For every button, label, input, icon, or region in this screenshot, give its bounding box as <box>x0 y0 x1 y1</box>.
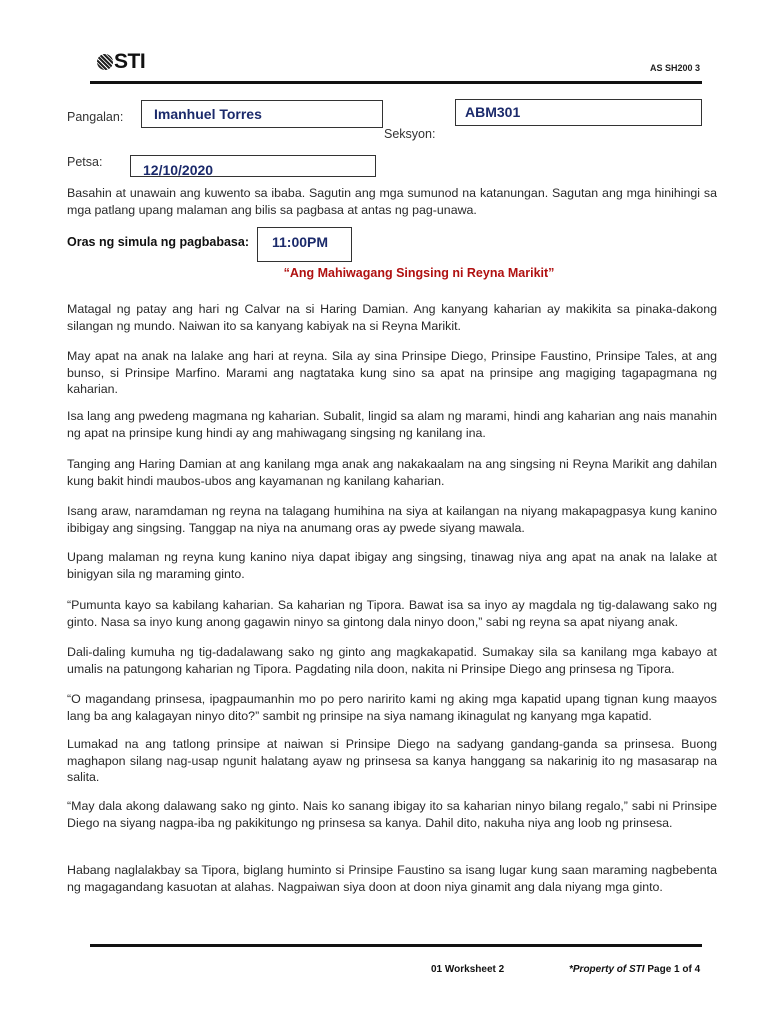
date-field[interactable]: 12/10/2020 <box>130 155 376 177</box>
paragraph: Matagal ng patay ang hari ng Calvar na si Haring Damian. Ang kanyang kaharian ay makikita sa pinaka-dakong silangan ng mundo. Naiwan ito sa kanyang kabiyak na si Reyna Marikit. <box>67 302 717 333</box>
paragraph: Dali-daling kumuha ng tig-dadalawang sako ng ginto ang magkakapatid. Sumakay sila sa kanilang mga kabayo at umalis na patungong kaharian ng Tipora. Pagdating nila doon, nakita ni Prinsipe Diego ang prinsesa ng Tipora. <box>67 645 717 676</box>
paragraph: Tanging ang Haring Damian at ang kanilang mga anak ang nakakaalam na ang singsing ni Reyna Marikit ang dahilan kung bakit hindi maubos-ubos ang kayamanan ng kanilang kaharian. <box>67 457 717 488</box>
paragraph: Habang naglalakbay sa Tipora, biglang huminto si Prinsipe Faustino sa isang lugar kung saan maraming nagbebenta ng magagandang kasuotan at alahas. Nagpaiwan siya doon at doon niya ginamit ang dala niyang mga ginto. <box>67 863 717 894</box>
footer-divider <box>90 944 702 947</box>
header-divider <box>90 81 702 84</box>
sti-logo <box>97 50 145 74</box>
globe-icon <box>97 54 113 70</box>
section-label: Seksyon: <box>384 127 436 141</box>
page-number: Page 1 of 4 <box>647 964 701 975</box>
story-title: “Ang Mahiwagang Singsing ni Reyna Marikit” <box>283 266 555 280</box>
section-field[interactable]: ABM301 <box>455 99 702 126</box>
logo-text: STI <box>114 50 146 73</box>
date-label: Petsa: <box>67 155 103 169</box>
paragraph: “O magandang prinsesa, ipagpaumanhin mo po pero naririto kami ng aking mga kapatid upang tignan kung maayos lang ba ang kalagayan ninyo dito?” sambit ng prinsipe na siya namang ikinagulat ng kanyang mga kapatid. <box>67 692 717 723</box>
document-code: AS SH200 3 <box>649 63 700 73</box>
property-note: *Property of STI <box>569 964 645 975</box>
instructions: Basahin at unawain ang kuwento sa ibaba. Sagutin ang mga sumunod na katanungan. Sagutan ang mga hinihingi sa mga patlang upang malaman ang bilis sa pagbasa at antas ng pag-unawa. <box>67 186 717 217</box>
paragraph: May apat na anak na lalake ang hari at reyna. Sila ay sina Prinsipe Diego, Prinsipe Faustino, Prinsipe Tales, at ang bunso, si Prinsipe Marfino. Marami ang nagtataka kung sino sa apat na prinsipe ang magiging tagapagmana ng kaharian. <box>67 349 717 396</box>
paragraph: “Pumunta kayo sa kabilang kaharian. Sa kaharian ng Tipora. Bawat isa sa inyo ay magdala ng tig-dalawang sako ng ginto. Nasa sa inyo kung anong gagawin ninyo sa gintong dala ninyo doon,” sabi ng reyna sa apat niyang anak. <box>67 598 717 629</box>
paragraph: “May dala akong dalawang sako ng ginto. Nais ko sanang ibigay ito sa kaharian ninyo bilang regalo,” sabi ni Prinsipe Diego na siyang nagpa-iba ng pakikitungo ng prinsesa sa kanya. Dahil dito, nakuha niya ang loob ng prinsesa. <box>67 799 717 830</box>
name-field[interactable]: Imanhuel Torres <box>141 100 383 128</box>
paragraph: Isa lang ang pwedeng magmana ng kaharian. Subalit, lingid sa alam ng marami, hindi ang kaharian ang nais manahin ng apat na prinsipe kung hindi ay ang mahiwagang singsing ng kanilang ina. <box>67 409 717 440</box>
start-time-label: Oras ng simula ng pagbabasa: <box>67 235 249 249</box>
paragraph: Isang araw, naramdaman ng reyna na talagang humihina na siya at kailangan na niyang makapagpasya kung kanino ibibigay ang singsing. Tanggap na niya na anumang oras ay pwede siyang mawala. <box>67 504 717 535</box>
paragraph: Upang malaman ng reyna kung kanino niya dapat ibigay ang singsing, tinawag niya ang apat na anak na lalake at binigyan sila ng maraming ginto. <box>67 550 717 581</box>
worksheet-label: 01 Worksheet 2 <box>431 964 505 975</box>
paragraph: Lumakad na ang tatlong prinsipe at naiwan si Prinsipe Diego na sadyang gandang-ganda sa prinsesa. Buong maghapon silang nag-usap ngunit halatang ayaw ng prinsesa sa kanya hanggang sa nakarinig ito ng masasarap na salita. <box>67 737 717 784</box>
start-time-field[interactable]: 11:00PM <box>257 227 352 262</box>
name-label: Pangalan: <box>67 110 124 124</box>
